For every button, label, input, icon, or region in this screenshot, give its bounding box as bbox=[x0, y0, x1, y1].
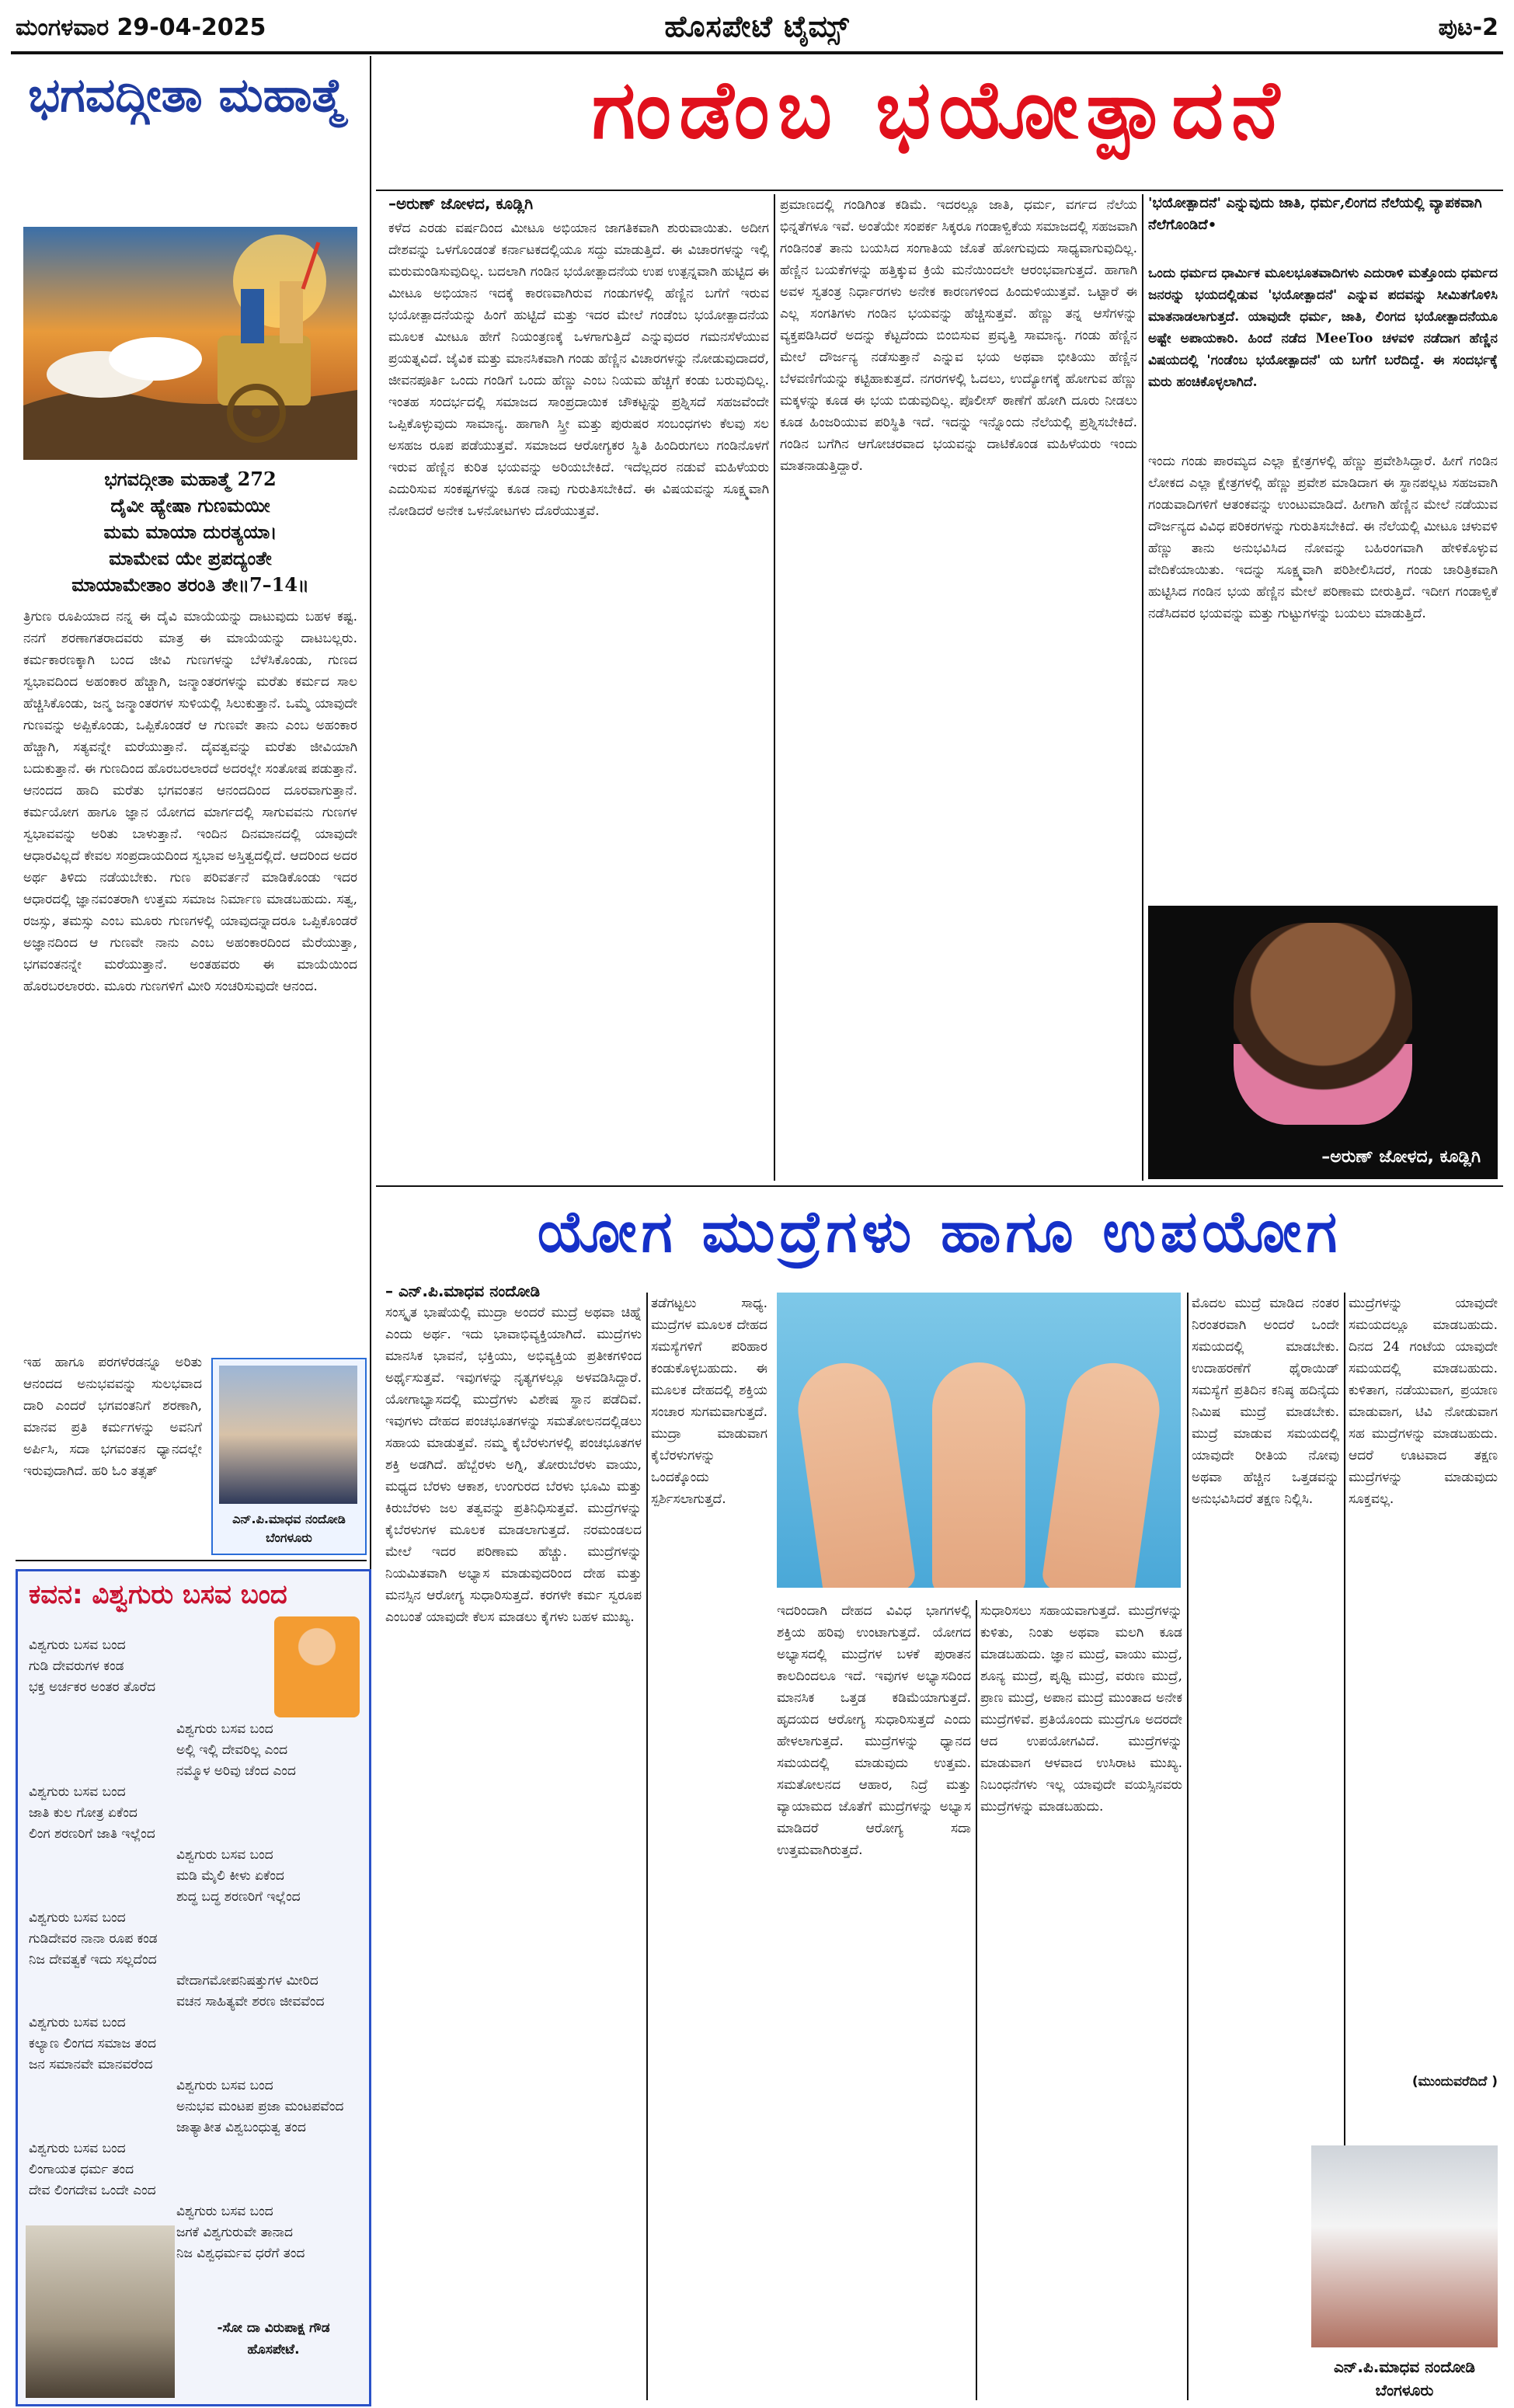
poem-line: ಮಡಿ ಮೈಲಿ ಕೀಳು ಏಕೆಂದ bbox=[176, 1868, 284, 1884]
article2-col1-text: ಸಂಸ್ಕೃತ ಭಾಷೆಯಲ್ಲಿ ಮುದ್ರಾ ಅಂದರೆ ಮುದ್ರೆ ಅಥವಾ ಚಿಹ್ನೆ ಎಂದು ಅರ್ಥ. ಇದು ಭಾವಾಭಿವ್ಯಕ್ತಿಯಾಗಿದೆ. ಮುದ್ರೆಗಳು ಮಾನಸಿಕ ಭಾವನೆ, ಭಕ್ತಿಯು, ಅಭಿವ್ಯಕ್ತಿಯ ಪ್ರತೀಕಗಳಿಂದ ಅರ್ಥೈಸುತ್ತವೆ. ಇವುಗಳನ್ನು ನೃತ್ಯಗಳಲ್ಲೂ ಅಳವಡಿಸಿದ್ದಾರೆ. ಯೋಗಾಭ್ಯಾಸದಲ್ಲಿ ಮುದ್ರೆಗಳು ವಿಶೇಷ ಸ್ಥಾನ ಪಡೆದಿವೆ. ಇವುಗಳು ದೇಹದ ಪಂಚಭೂತಗಳನ್ನು ಸಮತೋಲನದಲ್ಲಿಡಲು ಸಹಾಯ ಮಾಡುತ್ತವೆ. ನಮ್ಮ ಕೈಬೆರಳುಗಳಲ್ಲಿ ಪಂಚಭೂತಗಳ ಶಕ್ತಿ ಅಡಗಿದೆ. ಹೆಬ್ಬೆರಳು ಅಗ್ನಿ, ತೋರುಬೆರಳು ವಾಯು, ಮಧ್ಯದ ಬೆರಳು ಆಕಾಶ, ಉಂಗುರದ ಬೆರಳು ಭೂಮಿ ಮತ್ತು ಕಿರುಬೆರಳು ಜಲ ತತ್ವವನ್ನು ಪ್ರತಿನಿಧಿಸುತ್ತವೆ. ಮುದ್ರೆಗಳನ್ನು ಕೈಬೆರಳುಗಳ ಮೂಲಕ ಮಾಡಲಾಗುತ್ತದೆ. ನರಮಂಡಲದ ಮೇಲೆ ಇದರ ಪರಿಣಾಮ ಹೆಚ್ಚು. ಮುದ್ರೆಗಳನ್ನು ನಿಯಮಿತವಾಗಿ ಅಭ್ಯಾಸ ಮಾಡುವುದರಿಂದ ದೇಹ ಮತ್ತು ಮನಸ್ಸಿನ ಆರೋಗ್ಯ ಸುಧಾರಿಸುತ್ತದೆ. ಕರಗಳೇ ಕರ್ಮ ಸ್ವರೂಪ ಎಂಬಂತೆ ಯಾವುದೇ ಕೆಲಸ ಮಾಡಲು ಕೈಗಳು ಬಹಳ ಮುಖ್ಯ. bbox=[385, 1305, 642, 1625]
article2-col3-text: ಇದರಿಂದಾಗಿ ದೇಹದ ವಿವಿಧ ಭಾಗಗಳಲ್ಲಿ ಶಕ್ತಿಯ ಹರಿವು ಉಂಟಾಗುತ್ತದೆ. ಯೋಗದ ಅಭ್ಯಾಸದಲ್ಲಿ ಮುದ್ರೆಗಳ ಬಳಕೆ ಪುರಾತನ ಕಾಲದಿಂದಲೂ ಇದೆ. ಇವುಗಳ ಅಭ್ಯಾಸದಿಂದ ಮಾನಸಿಕ ಒತ್ತಡ ಕಡಿಮೆಯಾಗುತ್ತದೆ. ಹೃದಯದ ಆರೋಗ್ಯ ಸುಧಾರಿಸುತ್ತದೆ ಎಂದು ಹೇಳಲಾಗುತ್ತದೆ. ಮುದ್ರೆಗಳನ್ನು ಧ್ಯಾನದ ಸಮಯದಲ್ಲಿ ಮಾಡುವುದು ಉತ್ತಮ. ಸಮತೋಲನದ ಆಹಾರ, ನಿದ್ರೆ ಮತ್ತು ವ್ಯಾಯಾಮದ ಜೊತೆಗೆ ಮುದ್ರೆಗಳನ್ನು ಅಭ್ಯಾಸ ಮಾಡಿದರೆ ಆರೋಗ್ಯ ಸದಾ ಉತ್ತಮವಾಗಿರುತ್ತದೆ. bbox=[777, 1603, 971, 1858]
poem-line: ವಿಶ್ವಗುರು ಬಸವ ಬಂದ bbox=[29, 2141, 126, 2156]
article1-author-photo bbox=[1148, 906, 1498, 1179]
gita-author-box bbox=[211, 1358, 367, 1555]
page-number: ಪುಟ-2 bbox=[1438, 14, 1498, 41]
article2-column-6 bbox=[1349, 1293, 1498, 2069]
chariot-illustration bbox=[23, 227, 357, 460]
article2-column-3 bbox=[777, 1600, 971, 2400]
poem-line: ವಚನ ಸಾಹಿತ್ಯವೇ ಶರಣ ಜೀವವೆಂದ bbox=[176, 1994, 325, 2010]
poem-line: ಶುದ್ಧ ಬದ್ಧ ಶರಣರಿಗೆ ಇಲ್ಲೆಂದ bbox=[176, 1889, 301, 1905]
poem-line: ಕಲ್ಯಾಣ ಲಿಂಗದ ಸಮಾಜ ತಂದ bbox=[29, 2036, 156, 2051]
article1-column-3 bbox=[1148, 451, 1498, 917]
poet-caption: -ಸೋ ದಾ ವಿರುಪಾಕ್ಷ ಗೌಡ ಹೊಸಪೇಟೆ. bbox=[217, 2320, 330, 2358]
newspaper-title: ಹೊಸಪೇಟೆ ಟೈಮ್ಸ್ bbox=[664, 9, 850, 43]
poem-line: ಜನ ಸಮಾನವೇ ಮಾನವರೆಂದ bbox=[29, 2057, 153, 2072]
author-caption: ಎನ್.ಪಿ.ಮಾಧವ ನಂದೋಡಿ ಬೆಂಗಳೂರು bbox=[232, 1512, 346, 1545]
column-divider bbox=[646, 1293, 648, 2400]
poem-line: ವೇದಾಗಮೋಪನಿಷತ್ತುಗಳ ಮೀರಿದ bbox=[176, 1973, 318, 1989]
article1-column-2 bbox=[780, 194, 1137, 1181]
poem-line: ಜಾತ್ಯಾತೀತ ವಿಶ್ವಬಂಧುತ್ವ ತಂದ bbox=[176, 2120, 306, 2135]
poem-line: ನಿಜ ದೇವತ್ವಕೆ ಇದು ಸಲ್ಲದೆಂದ bbox=[29, 1952, 157, 1968]
poem-line: ವಿಶ್ವಗುರು ಬಸವ ಬಂದ bbox=[176, 2078, 273, 2093]
poem-line: ಅಲ್ಲಿ ಇಲ್ಲಿ ದೇವರಿಲ್ಲ ಎಂದ bbox=[176, 1742, 288, 1758]
poem-title: ಕವನ: ವಿಶ್ವಗುರು ಬಸವ ಬಂದ bbox=[29, 1579, 287, 1610]
article1-col1-text: ಕಳೆದ ಎರಡು ವರ್ಷದಿಂದ ಮೀಟೂ ಅಭಿಯಾನ ಜಾಗತಿಕವಾಗಿ ಶುರುವಾಯಿತು. ಅದೀಗ ದೇಶವನ್ನು ಒಳಗೊಂಡಂತೆ ಕರ್ನಾಟಕದಲ್ಲಿಯೂ ಸದ್ದು ಮಾಡುತ್ತಿದೆ. ಈ ವಿಚಾರಗಳನ್ನು ಇಲ್ಲಿ ಮರುಮಂಡಿಸುವುದಿಲ್ಲ. ಬದಲಾಗಿ ಗಂಡಿನ ಭಯೋತ್ಪಾದನೆಯ ಉಪ ಉತ್ಪನ್ನವಾಗಿ ಹುಟ್ಟಿದ ಈ ಮೀಟೂ ಅಭಿಯಾನ ಇದಕ್ಕೆ ಕಾರಣವಾಗಿರುವ ಗಂಡುಗಳಲ್ಲಿ ಹೆಣ್ಣಿನ ಬಗೆಗೆ ಇರುವ ಭಯೋತ್ಪಾದನೆಯನ್ನು ಹಿಂಗೆ ಹುಟ್ಟಿದೆ ಮತ್ತು ಇದರ ಮೇಲೆ ಗಂಡೆಂಬ ಭಯೋತ್ಪಾದನೆಯ ಮೂಲಕ ಮೀಟೂ ಹೇಗೆ ನಿಯಂತ್ರಣಕ್ಕೆ ಒಳಗಾಗುತ್ತಿದೆ ಎನ್ನುವುದರ ಗಮನಸೆಳೆಯುವ ಪ್ರಯತ್ನವಿದೆ. ಜೈವಿಕ ಮತ್ತು ಮಾನಸಿಕವಾಗಿ ಗಂಡು ಹೆಣ್ಣಿನ ವಿಚಾರಗಳನ್ನು ನೋಡುವುದಾದರೆ, ಜೀವನಪೂರ್ತಿ ಒಂದು ಗಂಡಿಗೆ ಒಂದು ಹೆಣ್ಣು ಎಂಬ ನಿಯಮ ಹೆಚ್ಚಿಗೆ ಕಂಡು ಬರುವುದಿಲ್ಲ. ಇಂತಹ ಸಂದರ್ಭದಲ್ಲಿ ಸಮಾಜದ ಸಾಂಪ್ರದಾಯಿಕ ಚೌಕಟ್ಟನ್ನು ಪ್ರಶ್ನಿಸದೆ ಸಹಜವೆಂದೇ ಒಪ್ಪಿಕೊಳ್ಳುವುದು ಸಾಮಾನ್ಯ. ಹಾಗಾಗಿ ಸ್ತ್ರೀ ಮತ್ತು ಪುರುಷರ ಸಂಬಂಧಗಳು ಕೆಲವು ಸಲ ಅಸಹಜ ರೂಪ ಪಡೆಯುತ್ತವೆ. ಸಮಾಜದ ಆರೋಗ್ಯಕರ ಸ್ಥಿತಿ ಹಿಂದಿರುಗಲು ಗಂಡಿನೊಳಗೆ ಇರುವ ಹೆಣ್ಣಿನ ಕುರಿತ ಭಯವನ್ನು ಅರಿಯಬೇಕಿದೆ. ಇದೆಲ್ಲದರ ನಡುವೆ ಮಹಿಳೆಯರು ಎದುರಿಸುವ ಸಂಕಷ್ಟಗಳನ್ನು ಕೂಡ ನಾವು ಗುರುತಿಸಬೇಕಿದೆ. ಈ ವಿಷಯವನ್ನು ಸೂಕ್ಷ್ಮವಾಗಿ ನೋಡಿದರೆ ಅನೇಕ ಒಳನೋಟಗಳು ದೊರೆಯುತ್ತವೆ. bbox=[388, 221, 769, 519]
poem-line: ವಿಶ್ವಗುರು ಬಸವ ಬಂದ bbox=[176, 1721, 273, 1737]
poem-line: ಅನುಭವ ಮಂಟಪ ಪ್ರಜಾ ಮಂಟಪವೆಂದ bbox=[176, 2099, 344, 2114]
poem-line: ಜಗಕೆ ವಿಶ್ವಗುರುವೇ ತಾನಾದ bbox=[176, 2225, 294, 2240]
poem-line bbox=[29, 1698, 355, 1719]
gita-body-text: ತ್ರಿಗುಣ ರೂಪಿಯಾದ ನನ್ನ ಈ ದೈವಿ ಮಾಯೆಯನ್ನು ದಾಟುವುದು ಬಹಳ ಕಷ್ಟ. ನನಗೆ ಶರಣಾಗತರಾದವರು ಮಾತ್ರ ಈ ಮಾಯೆಯನ್ನು ದಾಟಬಲ್ಲರು. ಕರ್ಮಕಾರಣಕ್ಕಾಗಿ ಬಂದ ಜೀವಿ ಗುಣಗಳನ್ನು ಬೆಳೆಸಿಕೊಂಡು, ಗುಣದ ಸ್ವಭಾವದಿಂದ ಅಹಂಕಾರ ಹೆಚ್ಚಾಗಿ, ಜನ್ಮಾಂತರಗಳನ್ನು ಮರೆತು ಕರ್ಮದ ಸಾಲ ಹೆಚ್ಚಿಸಿಕೊಂಡು, ಜನ್ಮ ಜನ್ಮಾಂತರಗಳ ಸುಳಿಯಲ್ಲಿ ಸಿಲುಕುತ್ತಾನೆ. ಒಮ್ಮೆ ಯಾವುದೇ ಗುಣವನ್ನು ಅಪ್ಪಿಕೊಂಡು, ಒಪ್ಪಿಕೊಂಡರೆ ಆ ಗುಣವೇ ತಾನು ಎಂಬ ಅಹಂಕಾರ ಹೆಚ್ಚಾಗಿ, ಸತ್ಯವನ್ನೇ ಮರೆಯುತ್ತಾನೆ. ದೈವತ್ವವನ್ನು ಮರೆತು ಜೀವಿಯಾಗಿ ಬದುಕುತ್ತಾನೆ. ಈ ಗುಣದಿಂದ ಹೊರಬರಲಾರದೆ ಅದರಲ್ಲೇ ಸಂತೋಷ ಪಡುತ್ತಾನೆ. ಆನಂದದ ಹಾದಿ ಮರೆತು ಭಗವಂತನ ಆನಂದದಿಂದ ದೂರವಾಗುತ್ತಾನೆ. ಕರ್ಮಯೋಗ ಹಾಗೂ ಜ್ಞಾನ ಯೋಗದ ಮಾರ್ಗದಲ್ಲಿ ಸಾಗುವವನು ಗುಣಗಳ ಸ್ವಭಾವವನ್ನು ಅರಿತು ಬಾಳುತ್ತಾನೆ. ಇಂದಿನ ದಿನಮಾನದಲ್ಲಿ ಯಾವುದೇ ಆಧಾರವಿಲ್ಲದೆ ಕೇವಲ ಸಂಪ್ರದಾಯದಿಂದ ಸ್ವಭಾವ ಅಸ್ತಿತ್ವದಲ್ಲಿದೆ. ಆದರಿಂದ ಅದರ ಅರ್ಥ ತಿಳಿದು ನಡೆಯಬೇಕು. ಗುಣ ಪರಿವರ್ತನೆ ಮಾಡಿಕೊಂಡು ಇದರ ಆಧಾರದಲ್ಲಿ ಜ್ಞಾನವಂತರಾಗಿ ಉತ್ತಮ ಸಮಾಜ ನಿರ್ಮಾಣ ಮಾಡಬಹುದು. ಸತ್ವ, ರಜಸ್ಸು, ತಮಸ್ಸು ಎಂಬ ಮೂರು ಗುಣಗಳಲ್ಲಿ ಯಾವುದನ್ನಾದರೂ ಒಪ್ಪಿಕೊಂಡರೆ ಅಜ್ಞಾನದಿಂದ ಆ ಗುಣವೇ ನಾನು ಎಂಬ ಅಹಂಕಾರದಿಂದ ಮೆರೆಯುತ್ತಾ, ಭಗವಂತನನ್ನೇ ಮರೆಯುತ್ತಾನೆ. ಅಂತಹವರು ಈ ಮಾಯೆಯಿಂದ ಹೊರಬರಲಾರರು. ಮೂರು ಗುಣಗಳಿಗೆ ಮೀರಿ ಸಂಚರಿಸುವುದೇ ಆನಂದ. bbox=[23, 609, 357, 994]
poet-photo bbox=[26, 2225, 175, 2398]
poem-line: ವಿಶ್ವಗುರು ಬಸವ ಬಂದ bbox=[29, 1910, 126, 1926]
poem-line: ಲಿಂಗ ಶರಣರಿಗೆ ಜಾತಿ ಇಲ್ಲೆಂದ bbox=[29, 1826, 155, 1842]
poem-line: ಗುಡಿ ದೇವರುಗಳ ಕಂಡ bbox=[29, 1658, 124, 1674]
article1-pull-title: 'ಭಯೋತ್ಪಾದನೆ' ಎನ್ನುವುದು ಜಾತಿ, ಧರ್ಮ,ಲಿಂಗದ ನೆಲೆಯಲ್ಲಿ ವ್ಯಾಪಕವಾಗಿ ನೆಲೆಗೊಂಡಿದೆ• bbox=[1148, 195, 1482, 233]
article1-byline: –ಅರುಣ್ ಜೋಳದ, ಕೂಡ್ಲಿಗಿ bbox=[388, 194, 534, 213]
continued-note: (ಮುಂದುವರೆದಿದೆ ) bbox=[1411, 2074, 1498, 2090]
poem-line: ಭಕ್ತ ಅರ್ಚಕರ ಅಂತರ ತೊರೆದ bbox=[29, 1679, 156, 1695]
poem-line: ನಿಜ ವಿಶ್ವಧರ್ಮವ ಧರೆಗೆ ತಂದ bbox=[176, 2246, 305, 2261]
article2-col5-text: ಮೊದಲ ಮುದ್ರೆ ಮಾಡಿದ ನಂತರ ನಿರಂತರವಾಗಿ ಅಂದರೆ ಒಂದೇ ಸಮಯದಲ್ಲಿ ಮಾಡಬೇಕು. ಉದಾಹರಣೆಗೆ ಥೈರಾಯಿಡ್ ಸಮಸ್ಯೆಗೆ ಪ್ರತಿದಿನ ಕನಿಷ್ಠ ಹದಿನೈದು ನಿಮಿಷ ಮುದ್ರೆ ಮಾಡಬೇಕು. ಮುದ್ರೆ ಮಾಡುವ ಸಮಯದಲ್ಲಿ ಯಾವುದೇ ರೀತಿಯ ನೋವು ಅಥವಾ ಹೆಚ್ಚಿನ ಒತ್ತಡವನ್ನು ಅನುಭವಿಸಿದರೆ ತಕ್ಷಣ ನಿಲ್ಲಿಸಿ. bbox=[1192, 1296, 1339, 1507]
poem-line: ಗುಡಿದೇವರ ನಾನಾ ರೂಪ ಕಂಡ bbox=[29, 1931, 158, 1947]
article2-col2-text: ತಡೆಗಟ್ಟಲು ಸಾಧ್ಯ. ಮುದ್ರೆಗಳ ಮೂಲಕ ದೇಹದ ಸಮಸ್ಯೆಗಳಿಗೆ ಪರಿಹಾರ ಕಂಡುಕೊಳ್ಳಬಹುದು. ಈ ಮೂಲಕ ದೇಹದಲ್ಲಿ ಶಕ್ತಿಯ ಸಂಚಾರ ಸುಗಮವಾಗುತ್ತದೆ. ಮುದ್ರಾ ಮಾಡುವಾಗ ಕೈಬೆರಳುಗಳನ್ನು ಒಂದಕ್ಕೊಂದು ಸ್ಪರ್ಶಿಸಲಾಗುತ್ತದೆ. bbox=[651, 1296, 767, 1507]
hand-shape bbox=[932, 1362, 1025, 1588]
poem-lines bbox=[29, 1635, 355, 2264]
poem-line: ದೇವ ಲಿಂಗದೇವ ಒಂದೇ ಎಂದ bbox=[29, 2183, 156, 2198]
masthead bbox=[11, 9, 1503, 54]
gita-section-title: ಭಗವದ್ಗೀತಾ ಮಹಾತ್ಮೆ bbox=[28, 68, 345, 123]
article2-col6-text: ಮುದ್ರೆಗಳನ್ನು ಯಾವುದೇ ಸಮಯದಲ್ಲೂ ಮಾಡಬಹುದು. ದಿನದ 24 ಗಂಟೆಯ ಯಾವುದೇ ಸಮಯದಲ್ಲಿ ಮಾಡಬಹುದು. ಕುಳಿತಾಗ, ನಡೆಯುವಾಗ, ಪ್ರಯಾಣ ಮಾಡುವಾಗ, ಟಿವಿ ನೋಡುವಾಗ ಸಹ ಮುದ್ರೆಗಳನ್ನು ಮಾಡಬಹುದು. ಆದರೆ ಊಟವಾದ ತಕ್ಷಣ ಮುದ್ರೆಗಳನ್ನು ಮಾಡುವುದು ಸೂಕ್ತವಲ್ಲ. bbox=[1349, 1296, 1498, 1507]
mudra-hands-photo bbox=[777, 1293, 1181, 1588]
issue-date: ಮಂಗಳವಾರ 29-04-2025 bbox=[16, 14, 266, 41]
poem-line: ವಿಶ್ವಗುರು ಬಸವ ಬಂದ bbox=[176, 1847, 273, 1863]
article1-pull-body: ಒಂದು ಧರ್ಮದ ಧಾರ್ಮಿಕ ಮೂಲಭೂತವಾದಿಗಳು ಎದುರಾಳಿ ಮತ್ತೊಂದು ಧರ್ಮದ ಜನರನ್ನು ಭಯದಲ್ಲಿಡುವ 'ಭಯೋತ್ಪಾದನೆ' ಎನ್ನುವ ಪದವನ್ನು ಸೀಮಿತಗೊಳಿಸಿ ಮಾತನಾಡಲಾಗುತ್ತದೆ. ಯಾವುದೇ ಧರ್ಮ, ಜಾತಿ, ಲಿಂಗದ ಭಯೋತ್ಪಾದನೆಯೂ ಅಷ್ಟೇ ಅಪಾಯಕಾರಿ. ಹಿಂದೆ ನಡೆದ MeeToo ಚಳವಳಿ ನಡೆದಾಗ ಹೆಣ್ಣಿನ ವಿಷಯದಲ್ಲಿ 'ಗಂಡೆಂಬ ಭಯೋತ್ಪಾದನೆ' ಯ ಬಗೆಗೆ ಬರೆದಿದ್ದೆ. ಈ ಸಂದರ್ಭಕ್ಕೆ ಮರು ಹಂಚಿಕೊಳ್ಳಲಾಗಿದೆ. bbox=[1148, 266, 1498, 390]
article1-col3-text: ಇಂದು ಗಂಡು ಪಾರಮ್ಯದ ಎಲ್ಲಾ ಕ್ಷೇತ್ರಗಳಲ್ಲಿ ಹೆಣ್ಣು ಪ್ರವೇಶಿಸಿದ್ದಾರೆ. ಹೀಗೆ ಗಂಡಿನ ಲೋಕದ ಎಲ್ಲಾ ಕ್ಷೇತ್ರಗಳಲ್ಲಿ ಹೆಣ್ಣು ಪ್ರವೇಶ ಮಾಡಿದಾಗ ಈ ಸ್ಥಾನಪಲ್ಲಟ ಸಹಜವಾಗಿ ಗಂಡುವಾದಿಗಳಿಗೆ ಆತಂಕವನ್ನು ಉಂಟುಮಾಡಿದೆ. ಹೀಗಾಗಿ ಹೆಣ್ಣಿನ ಮೇಲೆ ನಡೆಯುವ ದೌರ್ಜನ್ಯದ ವಿವಿಧ ಪರಿಕರಗಳನ್ನು ಗುರುತಿಸಬೇಕಿದೆ. ಈ ನೆಲೆಯಲ್ಲಿ ಮೀಟೂ ಚಳುವಳಿ ಹೆಣ್ಣು ತಾನು ಅನುಭವಿಸಿದ ನೋವನ್ನು ಬಹಿರಂಗವಾಗಿ ಹೇಳಿಕೊಳ್ಳುವ ವೇದಿಕೆಯಾಯಿತು. ಇದನ್ನು ಸೂಕ್ಷ್ಮವಾಗಿ ಪರಿಶೀಲಿಸಿದರೆ, ಗಂಡು ಚಾರಿತ್ರಿಕವಾಗಿ ಹುಟ್ಟಿಸಿದ ಗಂಡಿನ ಭಯ ಹೆಣ್ಣಿನ ಮೇಲೆ ಪರಿಣಾಮ ಬೀರುತ್ತಿದೆ. ಇದೀಗ ಗಂಡಾಳ್ವಿಕೆ ನಡೆಸಿದವರ ಭಯವನ್ನು ಮತ್ತು ಗುಟ್ಟುಗಳನ್ನು ಬಯಲು ಮಾಡುತ್ತಿದೆ. bbox=[1148, 454, 1498, 621]
article2-column-4 bbox=[980, 1600, 1182, 2400]
poem-line: ವಿಶ್ವಗುರು ಬಸವ ಬಂದ bbox=[29, 1637, 126, 1653]
article2-headline: ಯೋಗ ಮುದ್ರೆಗಳು ಹಾಗೂ ಉಪಯೋಗ bbox=[537, 1199, 1342, 1265]
column-divider bbox=[1187, 1293, 1189, 2400]
section-rule bbox=[16, 1560, 367, 1561]
gita-body-text-2: ಇಹ ಹಾಗೂ ಪರಗಳೆರಡನ್ನೂ ಅರಿತು ಆನಂದದ ಅನುಭವವನ್ನು ಸುಲಭವಾದ ದಾರಿ ಎಂದರೆ ಭಗವಂತನಿಗೆ ಶರಣಾಗಿ, ಮಾನವ ಪ್ರತಿ ಕರ್ಮಗಳನ್ನು ಅವನಿಗೆ ಅರ್ಪಿಸಿ, ಸದಾ ಭಗವಂತನ ಧ್ಯಾನದಲ್ಲೇ ಇರುವುದಾಗಿದೆ. ಹರಿ ಓಂ ತತ್ಸತ್ bbox=[23, 1355, 202, 1479]
article2-author-photo bbox=[1311, 2145, 1498, 2399]
gita-article-body-continued bbox=[23, 1352, 202, 1546]
article1-author-caption: –ಅರುಣ್ ಜೋಳದ, ಕೂಡ್ಲಿಗಿ bbox=[1321, 1147, 1481, 1167]
section-rule bbox=[376, 1185, 1503, 1187]
article2-byline: – ಎನ್.ಪಿ.ಮಾಧವ ನಂದೋಡಿ bbox=[385, 1282, 541, 1300]
article1-column-1 bbox=[388, 217, 769, 1181]
column-divider bbox=[1344, 1293, 1345, 2147]
article1-col2-text: ಪ್ರಮಾಣದಲ್ಲಿ ಗಂಡಿಗಿಂತ ಕಡಿಮೆ. ಇದರಲ್ಲೂ ಜಾತಿ, ಧರ್ಮ, ವರ್ಗದ ನೆಲೆಯ ಭಿನ್ನತೆಗಳೂ ಇವೆ. ಅಂತೆಯೇ ಸಂಪರ್ಕ ಸಿಕ್ಕರೂ ಗಂಡಾಳ್ವಿಕೆಯ ಸಮಾಜದಲ್ಲಿ ಸಹಜವಾಗಿ ಗಂಡಿನಂತೆ ತಾನು ಬಯಸಿದ ಸಂಗಾತಿಯ ಜೊತೆ ಹೋಗುವುದು ಸಾಧ್ಯವಾಗುವುದಿಲ್ಲ. ಹೆಣ್ಣಿನ ಬಯಕೆಗಳನ್ನು ಹತ್ತಿಕ್ಕುವ ಕ್ರಿಯೆ ಮನೆಯಿಂದಲೇ ಆರಂಭವಾಗುತ್ತದೆ. ಹಾಗಾಗಿ ಅವಳ ಸ್ವತಂತ್ರ ನಿರ್ಧಾರಗಳು ಅನೇಕ ಕಾರಣಗಳಿಂದ ಹಿಂದುಳಿಯುತ್ತವೆ. ಒಟ್ಟಾರೆ ಈ ಎಲ್ಲ ಸಂಗತಿಗಳು ಗಂಡಿನ ಭಯವನ್ನು ಹೆಚ್ಚಿಸುತ್ತವೆ. ಹೆಣ್ಣು ತನ್ನ ಆಸೆಗಳನ್ನು ವ್ಯಕ್ತಪಡಿಸಿದರೆ ಅದನ್ನು ಕೆಟ್ಟದೆಂದು ಬಿಂಬಿಸುವ ಪ್ರವೃತ್ತಿ ಸಾಮಾನ್ಯ. ಗಂಡು ಹೆಣ್ಣಿನ ಮೇಲೆ ದೌರ್ಜನ್ಯ ನಡೆಸುತ್ತಾನೆ ಎನ್ನುವ ಭಯ ಅಥವಾ ಭೀತಿಯು ಹೆಣ್ಣಿನ ಬೆಳವಣಿಗೆಯನ್ನು ಕಟ್ಟಿಹಾಕುತ್ತದೆ. ನಗರಗಳಲ್ಲಿ ಓದಲು, ಉದ್ಯೋಗಕ್ಕೆ ಹೋಗುವ ಹೆಣ್ಣು ಮಕ್ಕಳನ್ನು ಕೂಡ ಈ ಭಯ ಬಿಡುವುದಿಲ್ಲ. ಪೊಲೀಸ್ ಠಾಣೆಗೆ ಹೋಗಿ ದೂರು ನೀಡಲು ಕೂಡ ಹಿಂಜರಿಯುವ ಪರಿಸ್ಥಿತಿ ಇದೆ. ಇದನ್ನು ಇನ್ನೊಂದು ನೆಲೆಯಲ್ಲಿ ಪ್ರಶ್ನಿಸಬೇಕಿದೆ. ಗಂಡಿನ ಬಗೆಗಿನ ಆಗೋಚರವಾದ ಭಯವನ್ನು ದಾಟಿಕೊಂಡ ಮಹಿಳೆಯರು ಇಂದು ಮಾತನಾಡುತ್ತಿದ್ದಾರೆ. bbox=[780, 197, 1137, 474]
article2-author-caption: ಎನ್.ಪಿ.ಮಾಧವ ನಂದೋಡಿ ಬೆಂಗಳೂರು bbox=[1333, 2358, 1476, 2399]
article2-column-1 bbox=[385, 1302, 642, 2400]
column-divider bbox=[1142, 194, 1143, 1181]
poem-box bbox=[16, 1569, 371, 2406]
column-divider bbox=[976, 1600, 977, 2400]
column-divider bbox=[774, 194, 775, 1181]
poem-line: ಲಿಂಗಾಯತ ಧರ್ಮ ತಂದ bbox=[29, 2162, 134, 2177]
headline-rule bbox=[376, 190, 1503, 191]
hand-shape bbox=[1041, 1357, 1166, 1588]
poem-line: ವಿಶ್ವಗುರು ಬಸವ ಬಂದ bbox=[29, 2015, 126, 2030]
article1-headline: ಗಂಡೆಂಬ ಭಯೋತ್ಪಾದನೆ bbox=[591, 62, 1288, 157]
poem-line: ವಿಶ್ವಗುರು ಬಸವ ಬಂದ bbox=[29, 1784, 126, 1800]
verse-text: ಭಗವದ್ಗೀತಾ ಮಹಾತ್ಮೆ 272 ದೈವೀ ಹ್ಯೇಷಾ ಗುಣಮಯೀ ಮಮ ಮಾಯಾ ದುರತ್ಯಯಾ। ಮಾಮೇವ ಯೇ ಪ್ರಪದ್ಯಂತೇ ಮಾಯಾಮೇತಾಂ ತರಂತಿ ತೇ॥7–14॥ bbox=[71, 468, 309, 596]
poem-line: ನಮ್ಮೊಳ ಅರಿವು ಚೆಂದ ಎಂದ bbox=[176, 1763, 296, 1779]
article2-column-2 bbox=[651, 1293, 767, 2400]
article2-col4-text: ಸುಧಾರಿಸಲು ಸಹಾಯವಾಗುತ್ತದೆ. ಮುದ್ರೆಗಳನ್ನು ಕುಳಿತು, ನಿಂತು ಅಥವಾ ಮಲಗಿ ಕೂಡ ಮಾಡಬಹುದು. ಜ್ಞಾನ ಮುದ್ರೆ, ವಾಯು ಮುದ್ರೆ, ಶೂನ್ಯ ಮುದ್ರೆ, ಪೃಥ್ವಿ ಮುದ್ರೆ, ವರುಣ ಮುದ್ರೆ, ಪ್ರಾಣ ಮುದ್ರೆ, ಅಪಾನ ಮುದ್ರೆ ಮುಂತಾದ ಅನೇಕ ಮುದ್ರೆಗಳಿವೆ. ಪ್ರತಿಯೊಂದು ಮುದ್ರೆಗೂ ಅದರದೇ ಆದ ಉಪಯೋಗವಿದೆ. ಮುದ್ರೆಗಳನ್ನು ಮಾಡುವಾಗ ಆಳವಾದ ಉಸಿರಾಟ ಮುಖ್ಯ. ನಿಬಂಧನೆಗಳು ಇಲ್ಲ ಯಾವುದೇ ವಯಸ್ಸಿನವರು ಮುದ್ರೆಗಳನ್ನು ಮಾಡಬಹುದು. bbox=[980, 1603, 1182, 1815]
gita-verse bbox=[23, 466, 357, 598]
author-photo bbox=[219, 1366, 357, 1504]
poem-line: ವಿಶ್ವಗುರು ಬಸವ ಬಂದ bbox=[176, 2204, 273, 2219]
hand-shape bbox=[792, 1357, 917, 1588]
poem-line: ಜಾತಿ ಕುಲ ಗೋತ್ರ ಏಕೆಂದ bbox=[29, 1805, 137, 1821]
author-face bbox=[1234, 923, 1412, 1125]
gita-article-body bbox=[23, 606, 357, 1352]
